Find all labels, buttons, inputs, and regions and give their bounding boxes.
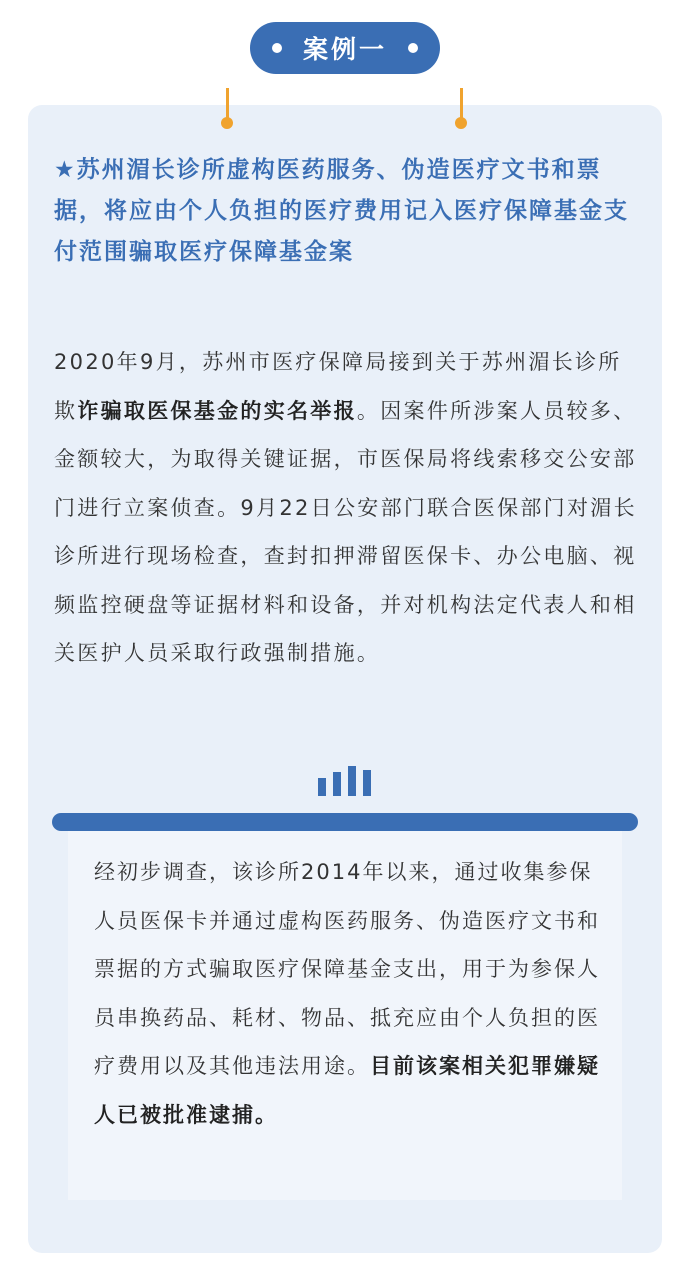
case-paragraph-2 (94, 848, 604, 1139)
badge-dot-right (408, 43, 418, 53)
connector-dot-left (221, 117, 233, 129)
box-top-strip (52, 813, 638, 831)
case-badge (250, 22, 440, 74)
para1-text: 2020年9月，苏州市医疗保障局接到关于苏州湄长诊所欺 (54, 350, 622, 423)
para1-text-cont: 。因案件所涉案人员较多、金额较大，为取得关键证据，市医保局将线索移交公安部门进行立案侦查。9月22日公安部门联合医保部门对湄长诊所进行现场检查，查封扣押滞留医保卡、办公电脑、视频监控硬盘等证据材料和设备，并对机构法定代表人和相关医护人员采取行政强制措施。 (54, 398, 637, 665)
para2-text: 经初步调查，该诊所2014年以来，通过收集参保人员医保卡并通过虚构医药服务、伪造医疗文书和票据的方式骗取医疗保障基金支出，用于为参保人员串换药品、耗材、物品、抵充应由个人负担的医疗费用以及其他违法用途。 (94, 860, 600, 1078)
case-paragraph-1 (54, 338, 644, 678)
bar-chart-icon (318, 766, 374, 796)
para2-emphasis: 目前该案相关犯罪嫌疑人已被批准逮捕。 (94, 1054, 600, 1127)
connector-line-left (226, 88, 229, 120)
para1-emphasis: 诈骗取医保基金的实名举报 (77, 398, 357, 423)
connector-line-right (460, 88, 463, 120)
badge-label: 案例一 (302, 35, 387, 64)
case-title: ★苏州湄长诊所虚构医药服务、伪造医疗文书和票据，将应由个人负担的医疗费用记入医疗保障基金支付范围骗取医疗保障基金案 (54, 157, 629, 265)
badge-dot-left (272, 43, 282, 53)
connector-dot-right (455, 117, 467, 129)
